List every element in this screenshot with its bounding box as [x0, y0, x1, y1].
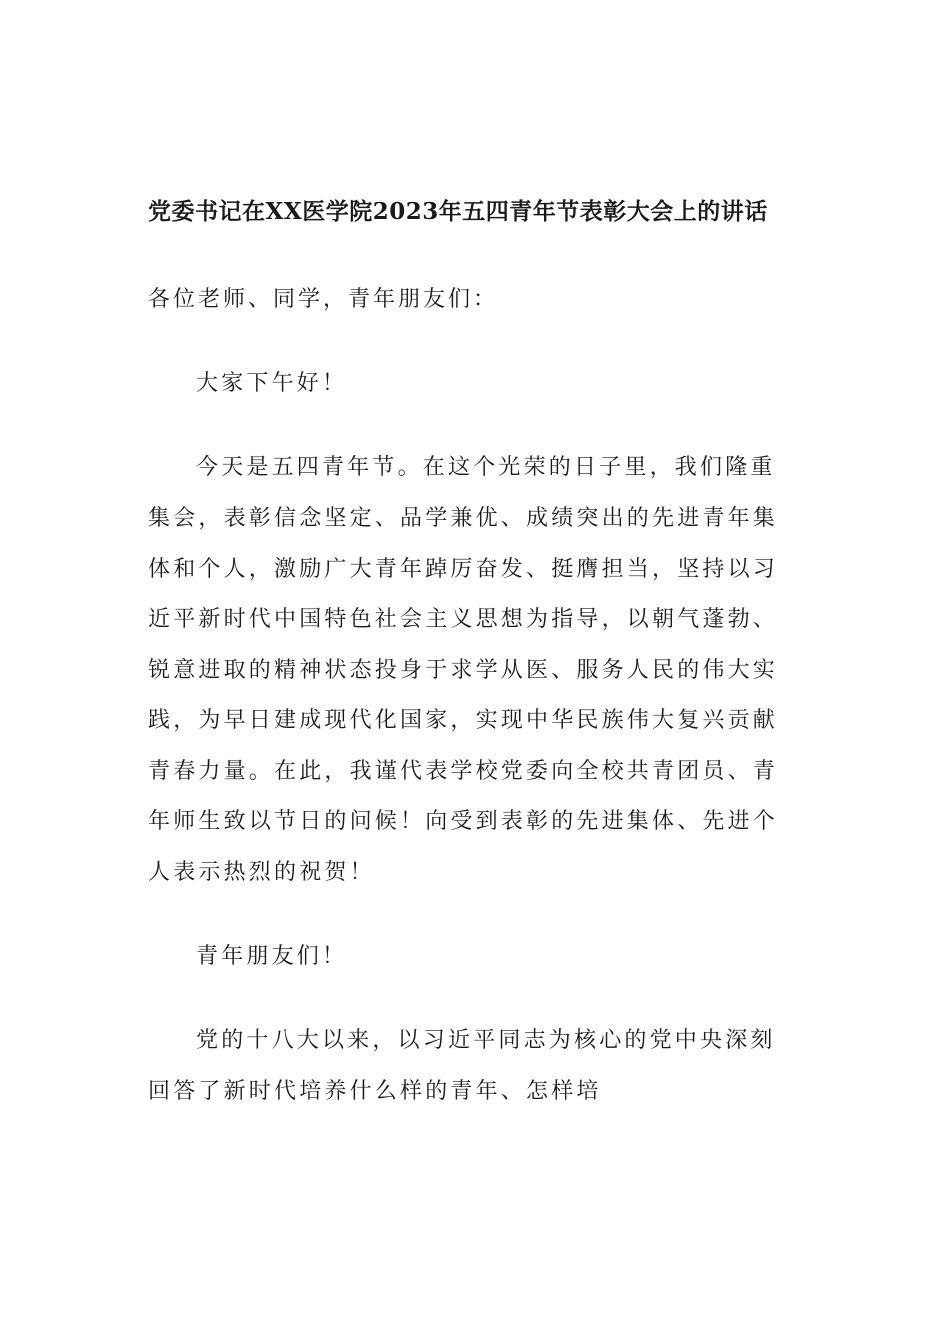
paragraph-line: 今天是五四青年节。在这个光荣的日子里，我们隆重 [196, 455, 776, 480]
paragraph-line: 近平新时代中国特色社会主义思想为指导，以朝气蓬勃、 [148, 607, 779, 632]
salutation: 各位老师、同学，青年朋友们： [148, 287, 499, 312]
paragraph-line: 回答了新时代培养什么样的青年、怎样培 [148, 1079, 602, 1104]
paragraph-line: 体和个人，激励广大青年踔厉奋发、挺膺担当，坚持以习 [148, 557, 779, 582]
paragraph-line: 年师生致以节日的问候！向受到表彰的先进集体、先进个 [148, 809, 779, 834]
greeting: 大家下午好！ [196, 371, 348, 396]
document-title: 党委书记在XX医学院2023年五四青年节表彰大会上的讲话 [148, 198, 768, 225]
paragraph-line: 锐意进取的精神状态投身于求学从医、服务人民的伟大实 [148, 658, 779, 683]
paragraph-line: 人表示热烈的祝贺！ [148, 860, 375, 885]
paragraph-line: 集会，表彰信念坚定、品学兼优、成绩突出的先进青年集 [148, 506, 779, 531]
paragraph-line: 践，为早日建成现代化国家，实现中华民族伟大复兴贡献 [148, 708, 779, 733]
address-youth: 青年朋友们！ [196, 944, 348, 969]
paragraph-line: 党的十八大以来，以习近平同志为核心的党中央深刻 [196, 1028, 776, 1053]
paragraph-line: 青春力量。在此，我谨代表学校党委向全校共青团员、青 [148, 759, 779, 784]
